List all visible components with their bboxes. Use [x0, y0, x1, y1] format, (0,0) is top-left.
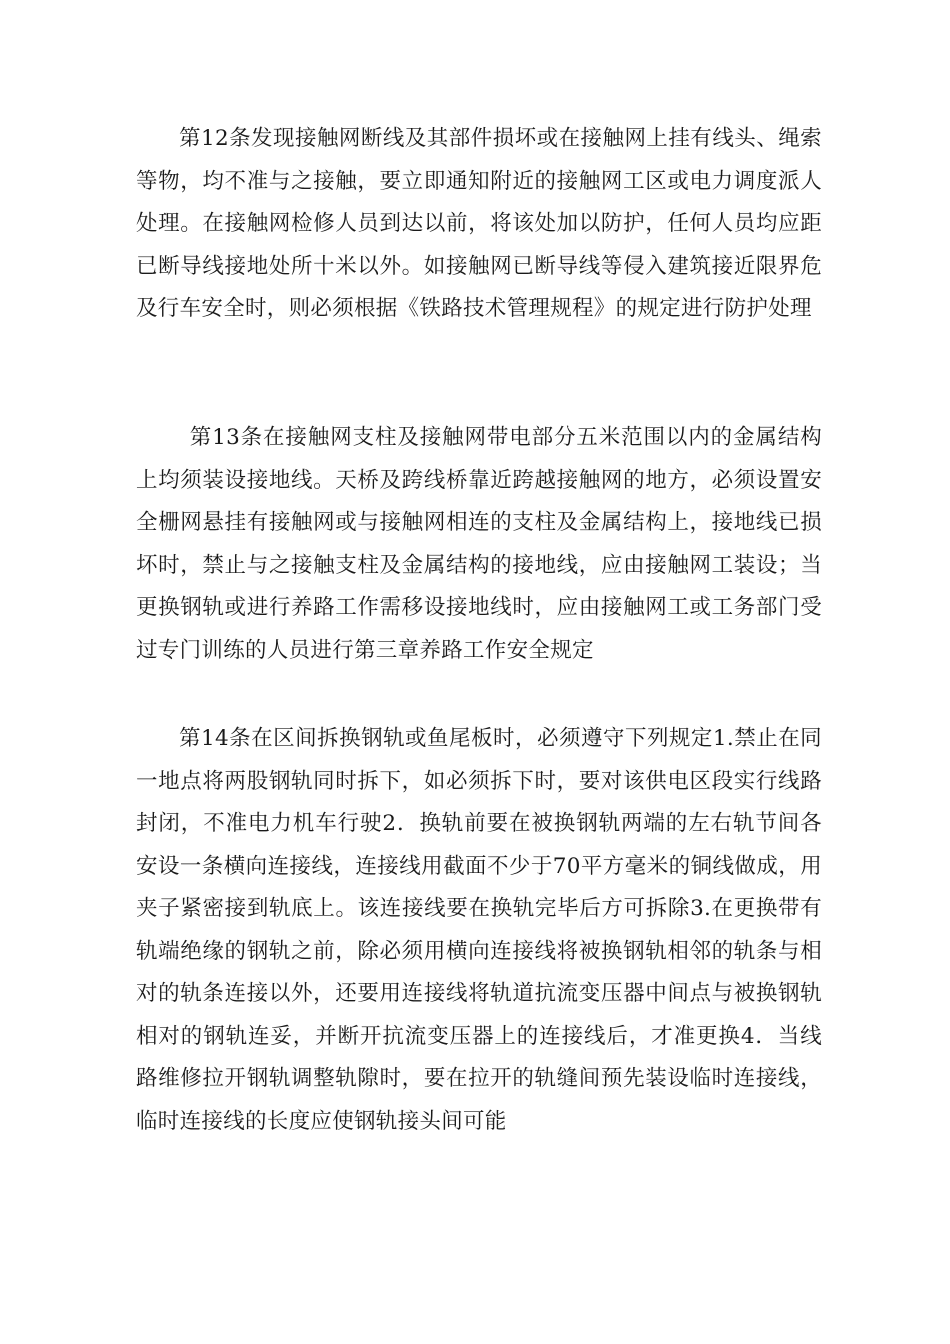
paragraph-article-12: 第12条发现接触网断线及其部件损坏或在接触网上挂有线头、绳索等物，均不准与之接触，要立即通知附近的接触网工区或电力调度派人处理。在接触网检修人员到达以前，将该处加以防护，任何人员均应距已断导线接地处所十米以外。如接触网已断导线等侵入建筑接近限界危及行车安全时，则必须根据《铁路技术管理规程》的规定进行防护处理: [136, 126, 822, 321]
paragraph-article-14: 第14条在区间拆换钢轨或鱼尾板时，必须遵守下列规定1.禁止在同一地点将两股钢轨同时拆下，如必须拆下时，要对该供电区段实行线路封闭，不准电力机车行驶2．换轨前要在被换钢轨两端的左右轨节间各安设一条横向连接线，连接线用截面不少于70平方毫米的铜线做成，用夹子紧密接到轨底上。该连接线要在换轨完毕后方可拆除3.在更换带有轨端绝缘的钢轨之前，除必须用横向连接线将被换钢轨相邻的轨条与相对的轨条连接以外，还要用连接线将轨道抗流变压器中间点与被换钢轨相对的钢轨连妥，并断开抗流变压器上的连接线后，才准更换4．当线路维修拉开钢轨调整轨隙时，要在拉开的轨缝间预先装设临时连接线，临时连接线的长度应使钢轨接头间可能: [136, 726, 822, 1134]
paragraph-article-13: 第13条在接触网支柱及接触网带电部分五米范围以内的金属结构上均须装设接地线。天桥及跨线桥靠近跨越接触网的地方，必须设置安全栅网悬挂有接触网或与接触网相连的支柱及金属结构上，接地线已损坏时，禁止与之接触支柱及金属结构的接地线，应由接触网工装设；当更换钢轨或进行养路工作需移设接地线时，应由接触网工或工务部门受过专门训练的人员进行第三章养路工作安全规定: [136, 425, 822, 663]
